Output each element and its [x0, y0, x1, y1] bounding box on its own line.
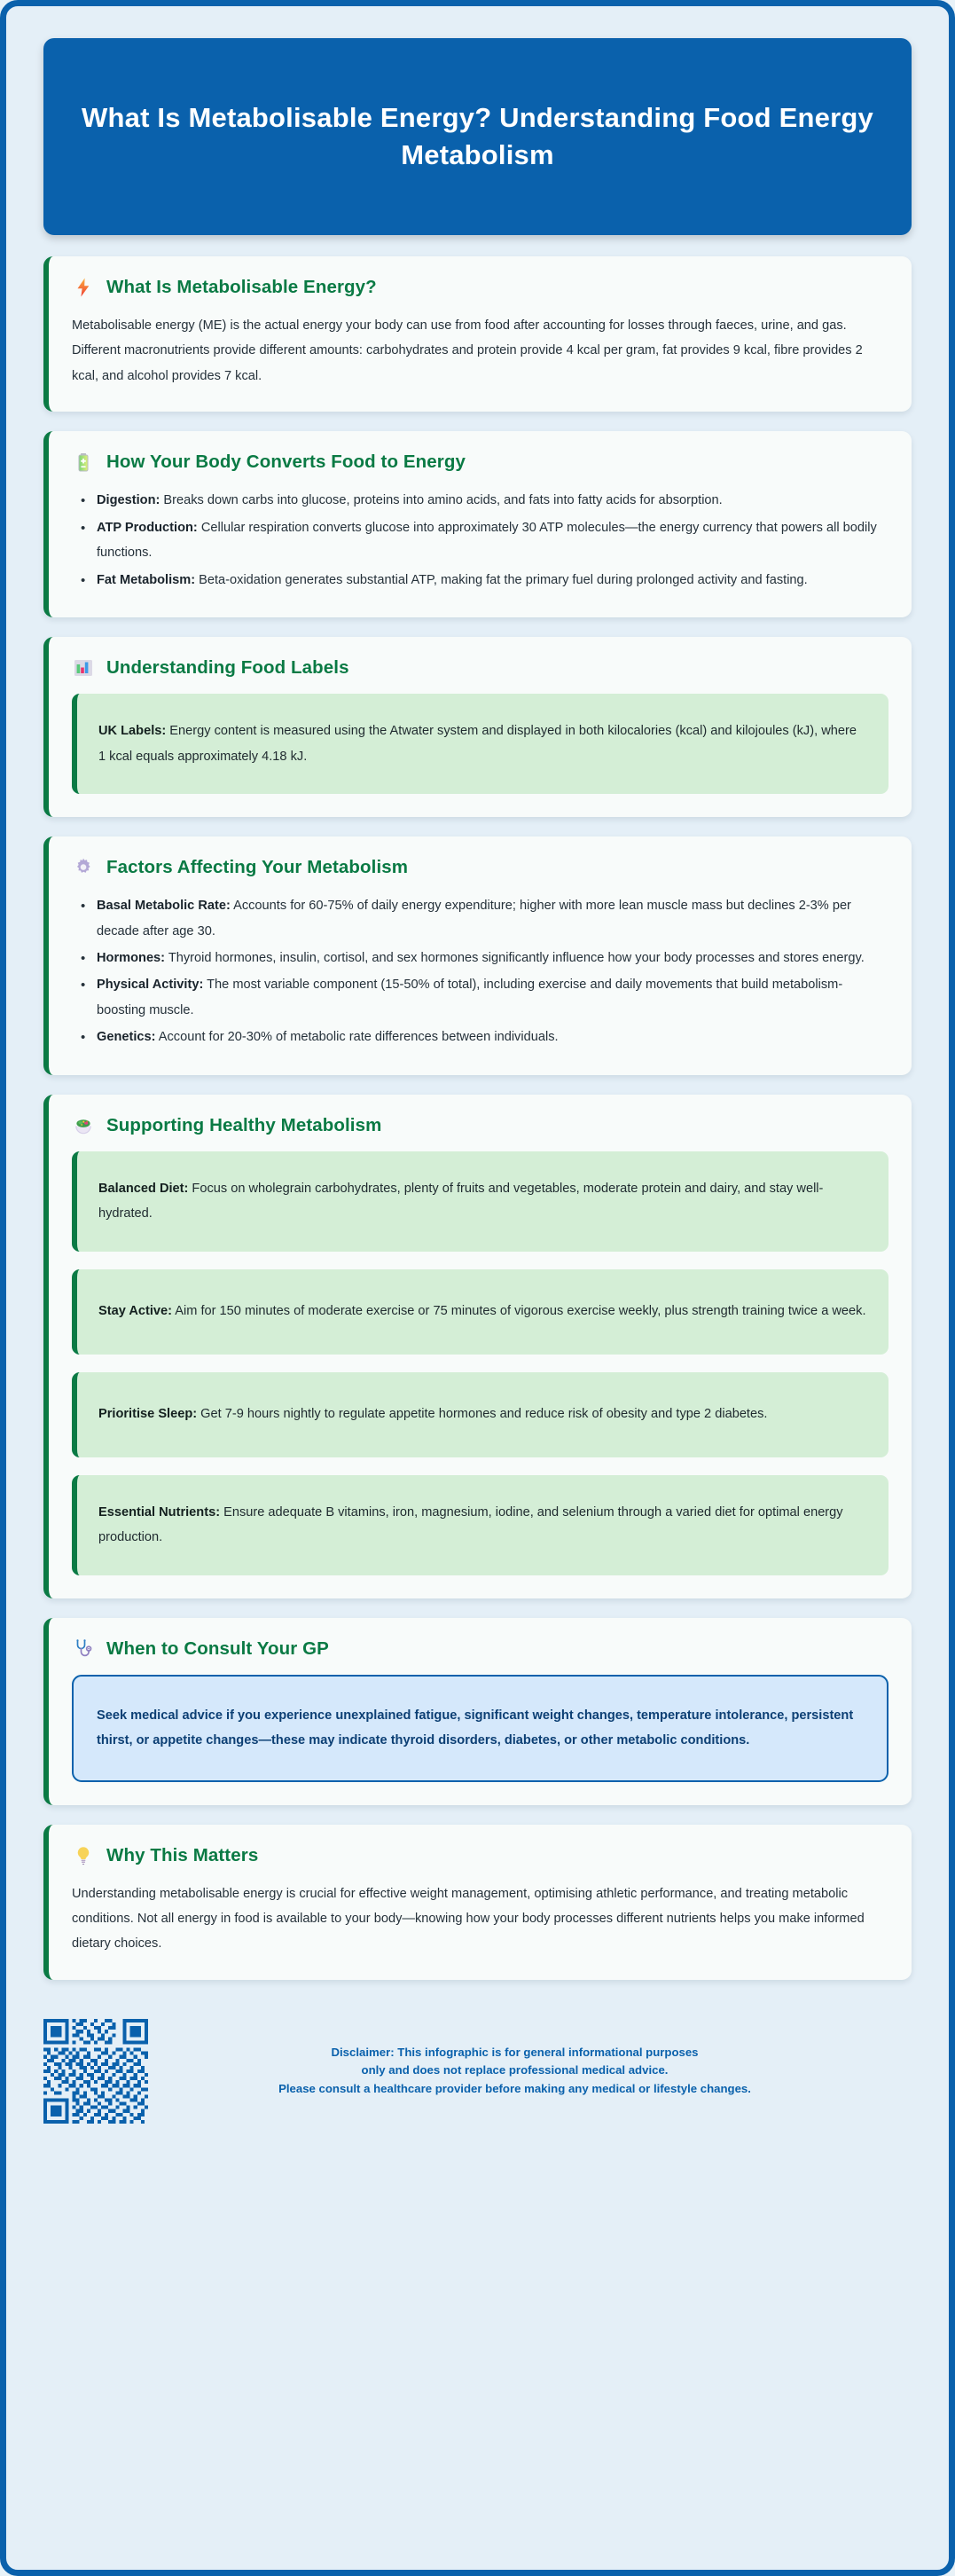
highlight-box — [72, 1151, 888, 1252]
list-item-term: Physical Activity: — [97, 978, 204, 993]
list-item-text: The most variable component (15-50% of total), including exercise and daily movements that build metabolism-boosting muscle. — [97, 978, 843, 1017]
section-header — [72, 856, 888, 879]
light-bulb-icon — [72, 1844, 95, 1867]
list-item-term: Hormones: — [97, 950, 166, 965]
section-card — [43, 1825, 912, 1980]
list-item-term: Basal Metabolic Rate: — [97, 899, 231, 914]
section-title: How Your Body Converts Food to Energy — [106, 452, 466, 473]
highlight-box-text — [98, 1402, 767, 1426]
section-card — [43, 637, 912, 817]
section-header — [72, 451, 888, 474]
section-card — [43, 1618, 912, 1805]
list-item-term: ATP Production: — [97, 520, 198, 535]
section-title: What Is Metabolisable Energy? — [106, 277, 377, 297]
lightning-bolt-icon — [72, 276, 95, 299]
list-item — [75, 893, 888, 944]
disclaimer-text — [171, 2044, 912, 2100]
list-item-text: Breaks down carbs into glucose, proteins into amino acids, and fats into fatty acids for absorption. — [160, 493, 723, 508]
list-item-text: Accounts for 60-75% of daily energy expenditure; higher with more lean muscle mass but declines 2-3% per decade after age 30. — [97, 899, 851, 939]
highlight-box-text — [98, 1176, 867, 1227]
section-card — [43, 836, 912, 1075]
section-title: Factors Affecting Your Metabolism — [106, 857, 409, 878]
list-item-term: Digestion: — [97, 493, 160, 508]
list-item-term: Fat Metabolism: — [97, 572, 196, 587]
disclaimer-line-3: Please consult a healthcare provider before making any medical or lifestyle changes. — [278, 2082, 751, 2096]
highlight-box-text — [98, 1299, 866, 1323]
list-item — [75, 515, 888, 566]
battery-icon — [72, 451, 95, 474]
section-title: Understanding Food Labels — [106, 657, 349, 679]
stethoscope-icon — [72, 1637, 95, 1661]
highlight-box-body: Ensure adequate B vitamins, iron, magnesium, iodine, and selenium through a varied diet for optimal energy production. — [98, 1504, 843, 1545]
section-card — [43, 256, 912, 412]
list-item — [75, 568, 888, 593]
qr-code-icon[interactable] — [43, 2019, 148, 2124]
highlight-box — [72, 1269, 888, 1355]
list-item-text: Account for 20-30% of metabolic rate differences between individuals. — [155, 1030, 559, 1045]
section-paragraph: Metabolisable energy (ME) is the actual energy your body can use from food after accounting for losses through faeces, urine, and gas. Different macronutrients provide different amounts: carbohydrates and protein provide 4 kcal per gram, fat provides 9 kcal, fibre provides 2 kcal, and alcohol provides 7 kcal. — [72, 318, 863, 383]
section-title: Supporting Healthy Metabolism — [106, 1114, 382, 1135]
list-item-text: Cellular respiration converts glucose into approximately 30 ATP molecules—the energy currency that powers all bodily functions. — [97, 520, 877, 561]
highlight-box — [72, 1372, 888, 1457]
alert-box-text: Seek medical advice if you experience unexplained fatigue, significant weight changes, temperature intolerance, persistent thirst, or appetite changes—these may indicate thyroid disorders, diabetes, or other metabolic conditions. — [97, 1708, 854, 1748]
highlight-box-body: Aim for 150 minutes of moderate exercise or 75 minutes of vigorous exercise weekly, plus strength training twice a week. — [172, 1304, 866, 1319]
highlight-box-term: Stay Active: — [98, 1304, 173, 1319]
section-header — [72, 1844, 888, 1867]
disclaimer-line-1: This infographic is for general informational purposes — [394, 2045, 699, 2059]
list-item — [75, 488, 888, 513]
highlight-box-text — [98, 719, 867, 769]
section-header — [72, 1114, 888, 1137]
highlight-box-text — [98, 1500, 867, 1551]
section-header — [72, 1637, 888, 1661]
sections-container — [24, 256, 931, 1980]
section-title: Why This Matters — [106, 1844, 259, 1865]
section-card — [43, 431, 912, 617]
highlight-box — [72, 1475, 888, 1575]
bullet-list — [72, 893, 888, 1050]
bullet-list — [72, 488, 888, 593]
section-card — [43, 1095, 912, 1598]
highlight-box-term: Prioritise Sleep: — [98, 1407, 198, 1422]
list-item — [75, 1025, 888, 1049]
alert-box — [72, 1675, 888, 1782]
highlight-box-body: Focus on wholegrain carbohydrates, plenty of fruits and vegetables, moderate protein and dairy, and stay well-hydrated. — [98, 1181, 824, 1221]
list-item — [75, 946, 888, 970]
section-paragraph: Understanding metabolisable energy is crucial for effective weight management, optimising athletic performance, and treating metabolic conditions. Not all energy in food is available to your body—knowing how your body processes different nutrients helps you make informed dietary choices. — [72, 1886, 865, 1952]
highlight-box-body: Energy content is measured using the Atwater system and displayed in both kilocalories (kcal) and kilojoules (kJ), where 1 kcal equals approximately 4.18 kJ. — [98, 724, 857, 764]
highlight-box — [72, 694, 888, 794]
highlight-box-term: UK Labels: — [98, 724, 167, 739]
footer — [43, 1999, 912, 2141]
page-title: What Is Metabolisable Energy? Understanding Food Energy Metabolism — [82, 102, 873, 170]
disclaimer-label: Disclaimer: — [331, 2045, 395, 2059]
list-item-term: Genetics: — [97, 1030, 156, 1045]
disclaimer-line-2: only and does not replace professional medical advice. — [361, 2063, 669, 2077]
salad-bowl-icon — [72, 1114, 95, 1137]
highlight-box-body: Get 7-9 hours nightly to regulate appetite hormones and reduce risk of obesity and type 2 diabetes. — [197, 1407, 768, 1422]
section-header — [72, 656, 888, 679]
bar-chart-icon — [72, 656, 95, 679]
highlight-box-term: Essential Nutrients: — [98, 1504, 221, 1520]
section-title: When to Consult Your GP — [106, 1637, 329, 1659]
highlight-box-term: Balanced Diet: — [98, 1181, 189, 1196]
list-item-text: Thyroid hormones, insulin, cortisol, and sex hormones significantly influence how your body processes and stores energy. — [165, 950, 865, 965]
list-item-text: Beta-oxidation generates substantial ATP, making fat the primary fuel during prolonged activity and fasting. — [195, 572, 808, 587]
section-header — [72, 276, 888, 299]
gear-icon — [72, 856, 95, 879]
header-banner — [43, 38, 912, 235]
list-item — [75, 972, 888, 1023]
